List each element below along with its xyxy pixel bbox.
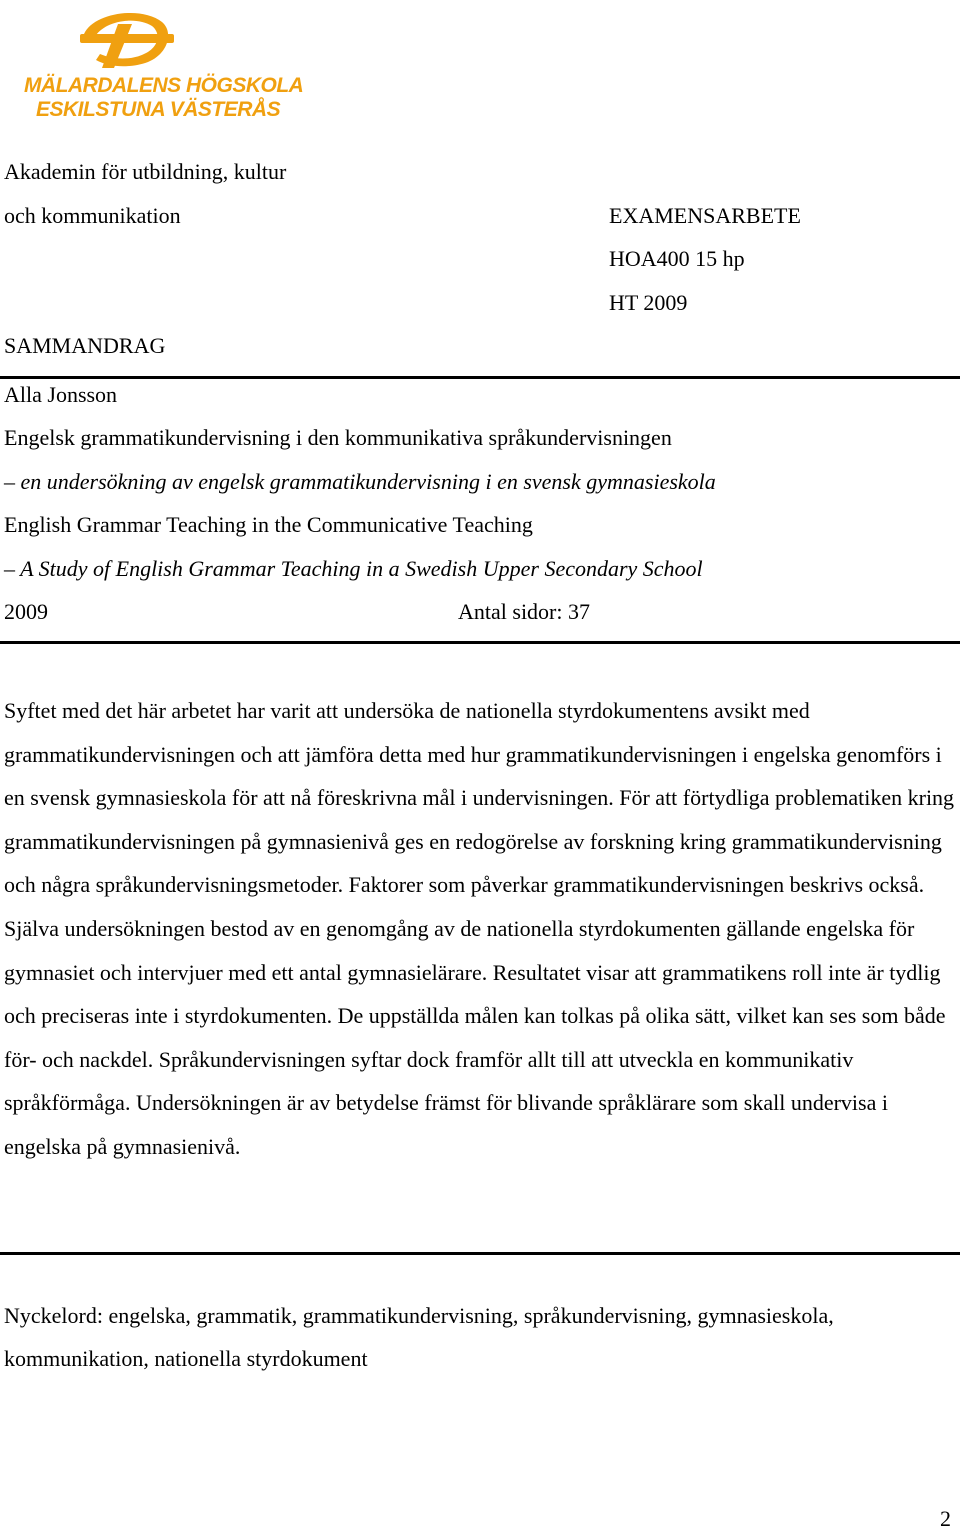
term: HT 2009 (609, 290, 688, 315)
academy-line-2: och kommunikation (4, 203, 181, 228)
subtitle-swedish: – en undersökning av engelsk grammatikundervisning i en svensk gymnasieskola (4, 469, 716, 494)
divider-bottom (0, 1252, 960, 1255)
keywords-line-2: kommunikation, nationella styrdokument (4, 1346, 368, 1371)
page-number: 2 (940, 1506, 951, 1531)
course-code: HOA400 15 hp (609, 246, 745, 271)
doc-type: EXAMENSARBETE (609, 203, 801, 228)
divider-middle (0, 641, 960, 644)
title-english: English Grammar Teaching in the Communicative Teaching (4, 512, 533, 537)
subtitle-english: – A Study of English Grammar Teaching in a Swedish Upper Secondary School (4, 556, 703, 581)
author: Alla Jonsson (4, 382, 118, 407)
logo-line-2: ESKILSTUNA VÄSTERÅS (36, 98, 281, 121)
page-count: Antal sidor: 37 (458, 599, 590, 624)
university-logo (22, 4, 304, 126)
abstract-paragraph: Syftet med det här arbetet har varit att undersöka de nationella styrdokumentens avsikt med grammatikundervisningen och att jämföra detta med hur grammatikundervisningen i engelska genomförs i en svensk gymnasieskola för att nå föreskrivna mål i undervisningen. För att förtydliga problematiken kring grammatikundervisningen på gymnasienivå ges en redogörelse av forskning kring grammatikundervisning och några språkundervisningsmetoder. Faktorer som påverkar grammatikundervisningen beskrivs också. Själva undersökningen bestod av en genomgång av de nationella styrdokumenten gällande engelska för gymnasiet och intervjuer med ett antal gymnasielärare. Resultatet visar att grammatikens roll inte är tydlig och preciseras inte i styrdokumenten. De uppställda målen kan tolkas på olika sätt, vilket kan ses som både för- och nackdel. Språkundervisningen syftar dock framför allt till att utveckla en kommunikativ språkförmåga. Undersökningen är av betydelse främst för blivande språklärare som skall undervisa i engelska på gymnasienivå. (4, 698, 955, 1159)
keywords-line-1: Nyckelord: engelska, grammatik, grammatikundervisning, språkundervisning, gymnasieskola, (4, 1303, 834, 1328)
academy-line-1: Akademin för utbildning, kultur (4, 159, 287, 184)
divider-top (0, 376, 960, 379)
title-swedish: Engelsk grammatikundervisning i den kommunikativa språkundervisningen (4, 425, 672, 450)
section-heading: SAMMANDRAG (4, 333, 166, 358)
year: 2009 (4, 599, 48, 624)
logo-line-1: MÄLARDALENS HÖGSKOLA (24, 74, 304, 97)
